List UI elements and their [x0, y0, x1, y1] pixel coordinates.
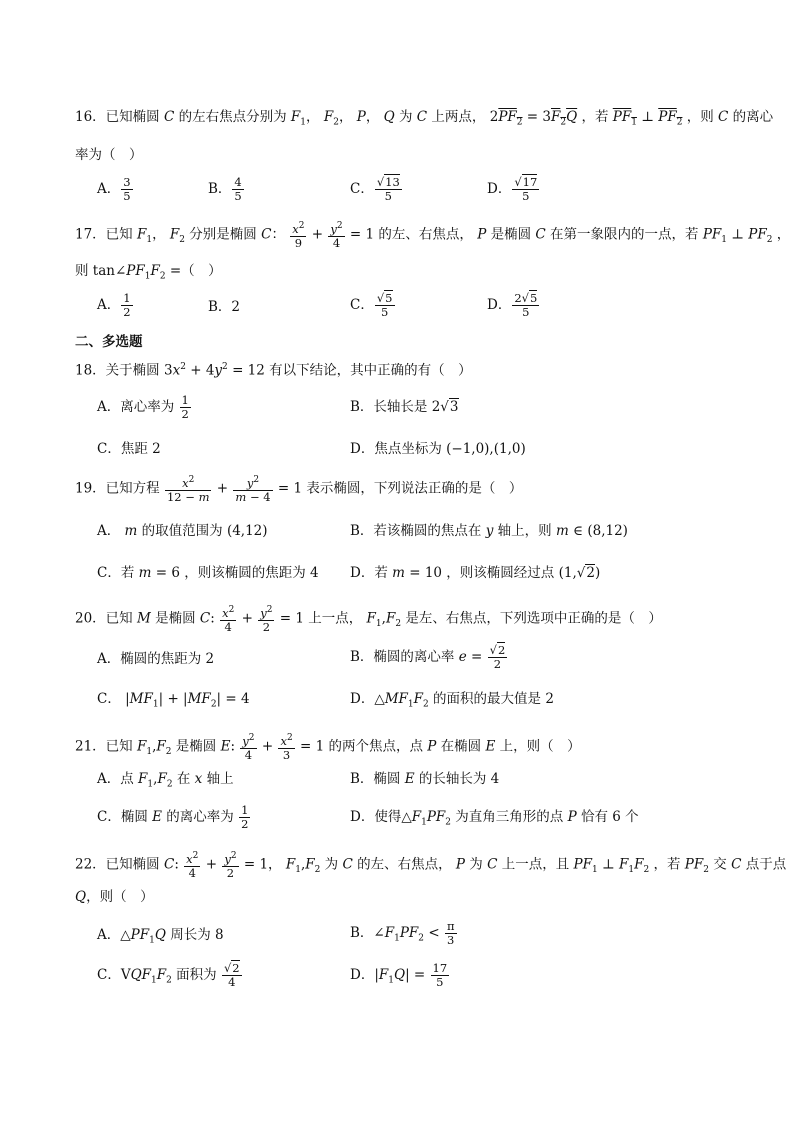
q21-option-d: D．使得$\triangle F_1PF_2$ 为直角三角形的点 P 恰有 6 个	[350, 809, 639, 828]
q17-stem-line1: 17．已知 $F_1$， $F_2$ 分别是椭圆 C： $\frac{x^2}{9}$ + $\frac{y^2}{4}$ = 1 的左、右焦点， P 是椭圆 C 在第一象限内的一点，若 $PF_1$ ⊥ $PF_2$ ，	[75, 221, 791, 250]
q22-stem-line1: 22．已知椭圆 C: $\frac{x^2}{4}$ + $\frac{y^2}{2}$ = 1， $F_1,F_2$ 为 C 的左、右焦点， P 为 C 上一点，且 $PF_1$ ⊥ $F_1F_2$ ，若 $PF_2$ 交 C 点于点	[75, 851, 787, 880]
q22-option-a: A．$\triangle PF_1Q$ 周长为 8	[97, 927, 224, 946]
q16-stem-line2: 率为（ ）	[75, 147, 143, 163]
q19-option-b: B．若该椭圆的焦点在 y 轴上，则 m ∈ (8,12)	[350, 523, 628, 539]
q19-option-d: D．若 m = 10 ，则该椭圆经过点 (1,√2)	[350, 565, 601, 581]
q20-option-a: A．椭圆的焦距为 2	[97, 651, 215, 667]
q18-stem: 18．关于椭圆 $3x^2 + 4y^2 = 12$ 有以下结论，其中正确的有（ ）	[75, 362, 472, 379]
q18-option-c: C．焦距 2	[97, 441, 161, 457]
q22-option-b: B．$\angle F_1PF_2$ < $\frac{\pi}{3}$	[350, 919, 455, 947]
q17-option-d: D． $\frac{2√5}{5}$	[487, 291, 538, 319]
q17-option-b: B．2	[208, 299, 241, 315]
q20-stem: 20．已知 M 是椭圆 C: $\frac{x^2}{4}$ + $\frac{y^2}{2}$ = 1 上一点， $F_1,F_2$ 是左、右焦点，下列选项中正确的是（ ）	[75, 605, 662, 634]
q17-stem-line2: 则 $\tan\angle PF_1F_2$ =（ ）	[75, 263, 222, 282]
q21-option-a: A．点 $F_1,F_2$ 在 x 轴上	[97, 771, 234, 790]
q17-option-a: A． $\frac{1}{2}$	[97, 291, 131, 319]
q21-stem: 21．已知 $F_1,F_2$ 是椭圆 E: $\frac{y^2}{4}$ + $\frac{x^2}{3}$ = 1 的两个焦点，点 P 在椭圆 E 上，则（ ）	[75, 733, 581, 762]
q16-option-d: D． $\frac{√17}{5}$	[487, 175, 538, 203]
q22-option-c: C．$VQF_1F_2$ 面积为 $\frac{√2}{4}$	[97, 961, 240, 989]
q21-option-c: C．椭圆 E 的离心率为 $\frac{1}{2}$	[97, 803, 249, 831]
q22-option-d: D．$|F_1Q|$ = $\frac{17}{5}$	[350, 961, 448, 989]
q22-stem-line2: Q，则（ ）	[75, 889, 154, 905]
q16-option-a: A． $\frac{3}{5}$	[97, 175, 131, 203]
q19-stem: 19．已知方程 $\frac{x^2}{12 - m}$ + $\frac{y^2}{m - 4}$ = 1 表示椭圆，下列说法正确的是（ ）	[75, 475, 523, 504]
q16-option-c: C． $\frac{√13}{5}$	[350, 175, 400, 203]
q20-option-d: D．$\triangle MF_1F_2$ 的面积的最大值是 2	[350, 691, 554, 710]
q18-option-a: A．离心率为 $\frac{1}{2}$	[97, 393, 189, 421]
q16-stem-line1: 16．已知椭圆 C 的左右焦点分别为 $F_1$， $F_2$， P， Q 为 C 上两点， $2PF_2 = 3F_2Q$ ，若 $PF_1$ ⊥ $PF_2$ ，则 C 的离心	[75, 109, 774, 128]
q16-option-b: B． $\frac{4}{5}$	[208, 175, 242, 203]
section-heading: 二、多选题	[75, 334, 143, 350]
q21-option-b: B．椭圆 E 的长轴长为 4	[350, 771, 500, 787]
q20-option-b: B．椭圆的离心率 e = $\frac{√2}{2}$	[350, 643, 506, 671]
q20-option-c: C． $|MF_1| + |MF_2| = 4$	[97, 691, 250, 710]
q19-option-a: A． m 的取值范围为 (4,12)	[97, 523, 268, 539]
q17-option-c: C． $\frac{√5}{5}$	[350, 291, 393, 319]
q18-option-d: D．焦点坐标为 (−1,0),(1,0)	[350, 441, 526, 457]
q18-option-b: B．长轴长是 2√3	[350, 399, 459, 415]
q19-option-c: C．若 m = 6 ，则该椭圆的焦距为 4	[97, 565, 319, 581]
